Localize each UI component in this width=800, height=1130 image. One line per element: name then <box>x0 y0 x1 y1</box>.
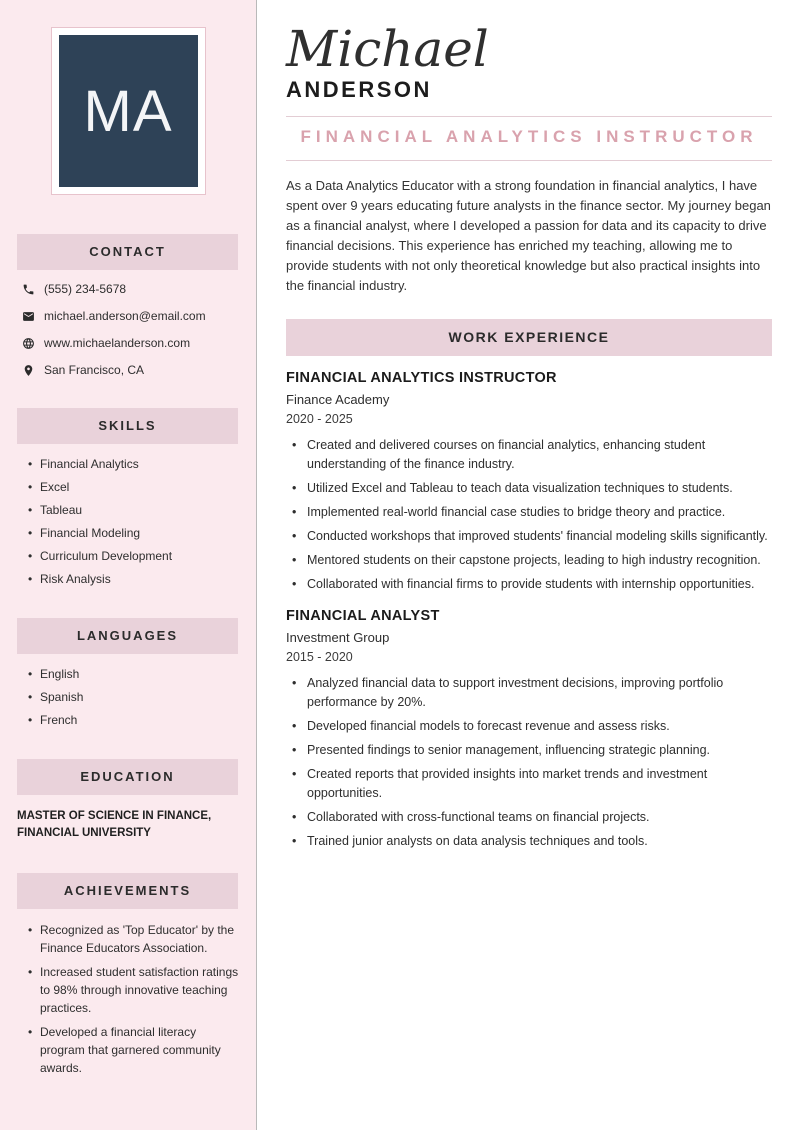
job-bullet: • Analyzed financial data to support investment decisions, improving portfolio performance by 20%. <box>292 674 772 712</box>
job-bullet: • Collaborated with financial firms to provide students with internship opportunities. <box>292 575 772 594</box>
job-entry <box>286 370 772 594</box>
job-company: Investment Group <box>286 630 390 645</box>
education-section-header: EDUCATION <box>17 759 238 795</box>
job-bullet: • Trained junior analysts on data analysis techniques and tools. <box>292 832 772 851</box>
contact-section-header: CONTACT <box>17 234 238 270</box>
job-bullet-list <box>286 674 772 851</box>
contact-item-phone <box>22 282 242 296</box>
language-item: • English <box>28 666 242 682</box>
languages-list <box>0 666 256 728</box>
skills-list <box>0 456 256 587</box>
skill-item: • Risk Analysis <box>28 571 242 587</box>
sidebar <box>0 0 257 1130</box>
skills-section-header: SKILLS <box>17 408 238 444</box>
work-experience-header: WORK EXPERIENCE <box>286 319 772 356</box>
job-role: FINANCIAL ANALYTICS INSTRUCTOR <box>286 370 557 386</box>
avatar <box>51 27 206 195</box>
job-bullet: • Implemented real-world financial case studies to bridge theory and practice. <box>292 503 772 522</box>
language-item: • French <box>28 712 242 728</box>
main-column <box>257 0 800 1130</box>
job-bullet: • Created and delivered courses on financial analytics, enhancing student understanding of the finance industry. <box>292 436 772 474</box>
job-bullet-list <box>286 436 772 594</box>
contact-item-location <box>22 363 242 377</box>
job-company: Finance Academy <box>286 392 390 407</box>
job-bullet: • Mentored students on their capstone projects, leading to high industry recognition. <box>292 551 772 570</box>
job-bullet: • Conducted workshops that improved students' financial modeling skills significantly. <box>292 527 772 546</box>
job-bullet: • Presented findings to senior management, influencing strategic planning. <box>292 741 772 760</box>
headline-job-title: FINANCIAL ANALYTICS INSTRUCTOR <box>300 127 758 146</box>
job-bullet: • Developed financial models to forecast revenue and assess risks. <box>292 717 772 736</box>
achievement-item: • Recognized as 'Top Educator' by the Finance Educators Association. <box>28 921 242 957</box>
job-bullet: • Created reports that provided insights into market trends and investment opportunities. <box>292 765 772 803</box>
achievements-section-header: ACHIEVEMENTS <box>17 873 238 909</box>
contact-email: michael.anderson@email.com <box>44 309 206 323</box>
job-bullet: • Utilized Excel and Tableau to teach data visualization techniques to students. <box>292 479 772 498</box>
job-dates: 2015 - 2020 <box>286 650 353 664</box>
name-block <box>286 20 772 103</box>
achievements-list <box>0 921 256 1077</box>
skill-item: • Financial Analytics <box>28 456 242 472</box>
job-entry <box>286 608 772 851</box>
language-item: • Spanish <box>28 689 242 705</box>
job-role: FINANCIAL ANALYST <box>286 608 440 624</box>
achievement-item: • Developed a financial literacy program that garnered community awards. <box>28 1023 242 1077</box>
globe-icon <box>22 337 35 350</box>
job-bullet: • Collaborated with cross-functional teams on financial projects. <box>292 808 772 827</box>
achievement-item: • Increased student satisfaction ratings to 98% through innovative teaching practices. <box>28 963 242 1017</box>
contact-item-website <box>22 336 242 350</box>
profile-summary: As a Data Analytics Educator with a strong foundation in financial analytics, I have spent over 9 years educating future analysts in the finance sector. My journey began as a financial analyst, where I developed a passion for data and its capacity to drive financial decisions. This experience has enriched my teaching, allowing me to provide students with not only theoretical knowledge but also practical insights into the financial industry. <box>286 178 771 293</box>
divider-line <box>286 116 772 117</box>
skill-item: • Tableau <box>28 502 242 518</box>
education-degree: MASTER OF SCIENCE IN FINANCE, FINANCIAL UNIVERSITY <box>17 810 212 839</box>
skill-item: • Curriculum Development <box>28 548 242 564</box>
contact-location: San Francisco, CA <box>44 363 145 377</box>
email-icon <box>22 310 35 323</box>
location-icon <box>22 364 35 377</box>
divider-line <box>286 160 772 161</box>
contact-website: www.michaelanderson.com <box>44 336 191 350</box>
contact-list <box>0 282 256 377</box>
skill-item: • Financial Modeling <box>28 525 242 541</box>
first-name: Michael <box>286 20 489 78</box>
skill-item: • Excel <box>28 479 242 495</box>
phone-icon <box>22 283 35 296</box>
avatar-initials: MA <box>59 35 198 187</box>
job-dates: 2020 - 2025 <box>286 412 353 426</box>
last-name: ANDERSON <box>286 77 432 102</box>
contact-phone: (555) 234-5678 <box>44 282 127 296</box>
contact-item-email <box>22 309 242 323</box>
languages-section-header: LANGUAGES <box>17 618 238 654</box>
